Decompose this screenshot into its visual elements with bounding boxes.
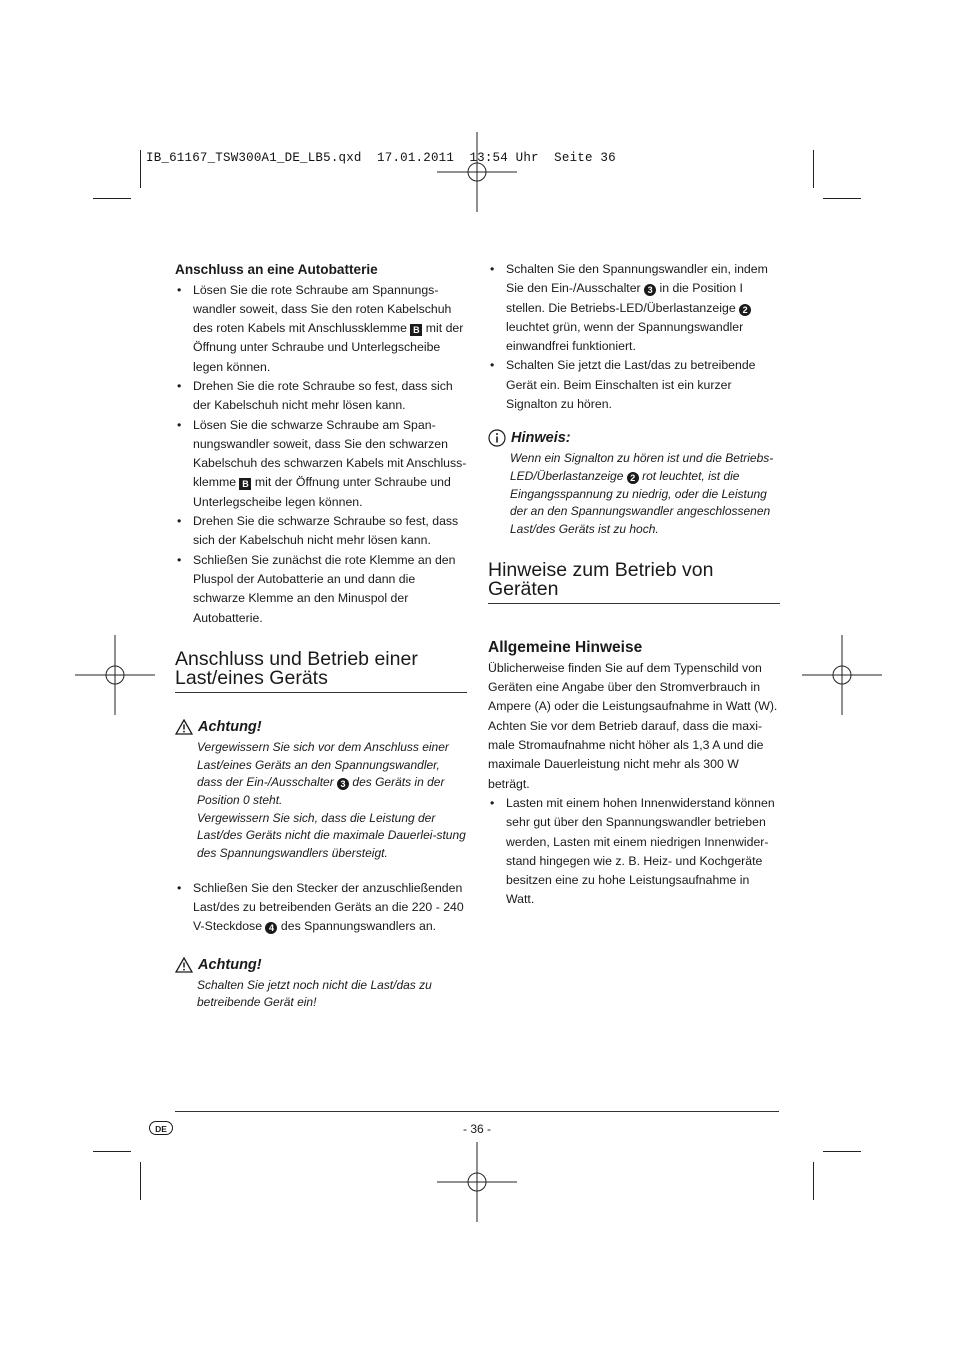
stecker-steps [175, 879, 467, 937]
registration-mark [437, 132, 517, 212]
list-item: • Schließen Sie zunächst die rote Klemme an den Pluspol der Autobatterie an und dann die schwarze Klemme an den Minuspol der Autobatterie. [175, 551, 467, 628]
crop-mark [813, 150, 814, 188]
crop-mark [93, 1151, 131, 1152]
hinweis-notice [488, 428, 780, 539]
right-column [488, 260, 780, 910]
achtung-notice-2 [175, 955, 467, 1012]
led-number-badge: 2 [739, 304, 751, 316]
switch-number-badge: 3 [644, 284, 656, 296]
notice-title: Hinweis: [511, 430, 571, 447]
section-title-anschluss: Anschluss und Betrieb einer Last/eines Geräts [175, 650, 467, 693]
registration-mark [437, 1142, 517, 1222]
allgemeine-steps [488, 794, 780, 910]
notice-text: Schalten Sie jetzt noch nicht die Last/das zu betreibende Gerät ein! [197, 977, 432, 1010]
notice-title: Achtung! [198, 956, 262, 973]
clamp-b-label: B [410, 324, 422, 336]
crop-mark [93, 198, 131, 199]
registration-mark [75, 635, 155, 715]
list-item: • Lösen Sie die rote Schraube am Spannungs-wandler soweit, dass Sie den roten Kabelschuh des roten Kabels mit Anschlussklemme B mit der Öffnung unter Schraube und Unterlegscheibe legen können. [175, 281, 467, 377]
socket-number-badge: 4 [265, 922, 277, 934]
operation-steps [488, 260, 780, 414]
allgemeine-heading: Allgemeine Hinweise [488, 638, 643, 656]
switch-number-badge: 3 [337, 778, 349, 790]
notice-text: Vergewissern Sie sich vor dem Anschluss einer Last/eines Geräts an den Spannungswandler, dass der Ein-/Ausschalter 3 des Geräts in der Position 0 steht. Vergewissern Sie sich, dass die Leistung der Last/des Geräts nicht die maximale Dauerlei-stung des Spannungswandlers übersteigt. [197, 739, 466, 861]
crop-mark [823, 1151, 861, 1152]
registration-mark [802, 635, 882, 715]
autobatterie-steps [175, 281, 467, 628]
footer-rule [175, 1111, 779, 1112]
list-item: • Drehen Sie die rote Schraube so fest, dass sich der Kabelschuh nicht mehr lösen kann. [175, 377, 467, 416]
notice-title: Achtung! [198, 718, 262, 735]
crop-mark [813, 1162, 814, 1200]
notice-text: Wenn ein Signalton zu hören ist und die Betriebs-LED/Überlastanzeige 2 rot leuchtet, ist die Eingangsspannung zu niedrig, oder die Leistung der an den Spannungswandler angeschlossenen Last/des Geräts ist zu hoch. [510, 451, 774, 537]
list-item: • Lösen Sie die schwarze Schraube am Span-nungswandler soweit, dass Sie den schwarzen Kabelschuh des schwarzen Kabels mit Anschluss-klemme B mit der Öffnung unter Schraube und Unterlegscheibe legen können. [175, 416, 467, 512]
info-icon [488, 429, 506, 447]
led-number-badge: 2 [627, 472, 639, 484]
list-item: • Lasten mit einem hohen Innenwiderstand können sehr gut über den Spannungswandler betrieben werden, Lasten mit einem niedrigen Innenwider-stand hingegen wie z. B. Heiz- und Kochgeräte besitzen eine zu hohe Leistungsaufnahme in Watt. [488, 794, 780, 910]
warning-icon [175, 719, 193, 735]
allgemeine-paragraph: Üblicherweise finden Sie auf dem Typenschild von Geräten eine Angabe über den Stromverbrauch in Ampere (A) oder die Leistungsaufnahme in Watt (W). Achten Sie vor dem Betrieb darauf, dass die maxi-male Stromaufnahme nicht höher als 1,3 A und die maximale Dauerleistung nicht mehr als 300 W beträgt. [488, 660, 778, 791]
section-title-hinweise: Hinweise zum Betrieb von Geräten [488, 561, 780, 604]
clamp-b-label: B [239, 478, 251, 490]
warning-icon [175, 957, 193, 973]
list-item: • Schließen Sie den Stecker der anzuschließenden Last/des zu betreibenden Geräts an die 220 - 240 V-Steckdose 4 des Spannungswandlers an. [175, 879, 467, 937]
achtung-notice-1 [175, 717, 467, 863]
list-item: • Drehen Sie die schwarze Schraube so fest, dass sich der Kabelschuh nicht mehr lösen kann. [175, 512, 467, 551]
crop-mark [140, 150, 141, 188]
crop-mark [823, 198, 861, 199]
left-column [175, 260, 467, 1012]
autobatterie-heading: Anschluss an eine Autobatterie [175, 262, 378, 277]
file-slug: IB_61167_TSW300A1_DE_LB5.qxd 17.01.2011 13:54 Uhr Seite 36 [146, 151, 616, 165]
list-item: • Schalten Sie den Spannungswandler ein, indem Sie den Ein-/Ausschalter 3 in die Position I stellen. Die Betriebs-LED/Überlastanzeige 2 leuchtet grün, wenn der Spannungswandler einwandfrei funktioniert. [488, 260, 780, 356]
language-badge: DE [149, 1121, 173, 1135]
page-number: - 36 - [462, 1122, 491, 1136]
crop-mark [140, 1162, 141, 1200]
list-item: • Schalten Sie jetzt die Last/das zu betreibende Gerät ein. Beim Einschalten ist ein kurzer Signalton zu hören. [488, 356, 780, 414]
